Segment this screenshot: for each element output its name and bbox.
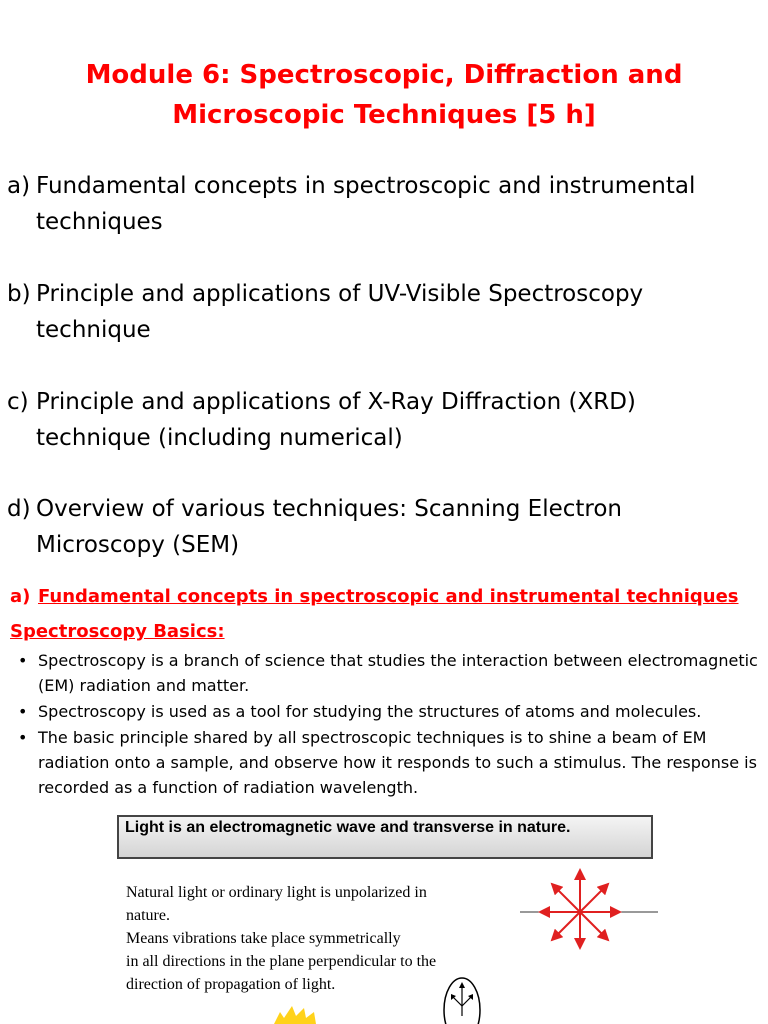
topic-text: Fundamental concepts in spectroscopic and instrumental techniques (36, 173, 696, 235)
topic-label: a) (7, 173, 31, 199)
topic-item (7, 491, 757, 563)
bullet-text: The basic principle shared by all spectroscopic techniques is to shine a beam of EM radiation onto a sample, and observe how it responds to such a stimulus. The response is recorded as a function of radiation wavelength. (38, 728, 757, 797)
topic-text: Principle and applications of X-Ray Diffraction (XRD) technique (including numerical) (36, 389, 636, 451)
figure-line: in all directions in the plane perpendicular to the (126, 953, 437, 970)
topic-text: Principle and applications of UV-Visible Spectroscopy technique (36, 281, 644, 343)
bullet-text: Spectroscopy is a branch of science that studies the interaction between electromagnetic (EM) radiation and matter. (38, 651, 758, 695)
bullet-icon: • (18, 702, 28, 721)
topic-label: d) (7, 496, 31, 522)
topic-item (7, 168, 757, 240)
light-source-icon (270, 1000, 330, 1024)
figure-caption-box: Light is an electromagnetic wave and transverse in nature. (117, 815, 653, 859)
bullet-icon: • (18, 651, 28, 670)
section-label: a) (10, 586, 31, 607)
section-subheading: Spectroscopy Basics: (10, 621, 225, 642)
figure-line: nature. (126, 907, 170, 924)
figure-line: direction of propagation of light. (126, 976, 336, 993)
bullet-icon: • (18, 728, 28, 747)
topic-label: c) (7, 389, 29, 415)
list-item (18, 699, 760, 724)
topic-item (7, 276, 757, 348)
topic-text: Overview of various techniques: Scanning Electron Microscopy (SEM) (36, 496, 623, 558)
list-item (18, 725, 760, 800)
figure-line: Natural light or ordinary light is unpolarized in (126, 884, 427, 901)
figure-line: Means vibrations take place symmetrically (126, 930, 401, 947)
page-title: Module 6: Spectroscopic, Diffraction and Microscopic Techniques [5 h] (85, 60, 683, 130)
bullet-list (18, 648, 760, 801)
topic-label: b) (7, 281, 31, 307)
unpolarized-light-diagram (520, 866, 660, 950)
bullet-text: Spectroscopy is used as a tool for studying the structures of atoms and molecules. (38, 702, 702, 721)
section-heading-text: Fundamental concepts in spectroscopic and instrumental techniques (38, 586, 739, 607)
propagation-wavefront-diagram (440, 976, 484, 1024)
topic-item (7, 384, 757, 456)
section-heading (10, 584, 760, 610)
list-item (18, 648, 760, 698)
